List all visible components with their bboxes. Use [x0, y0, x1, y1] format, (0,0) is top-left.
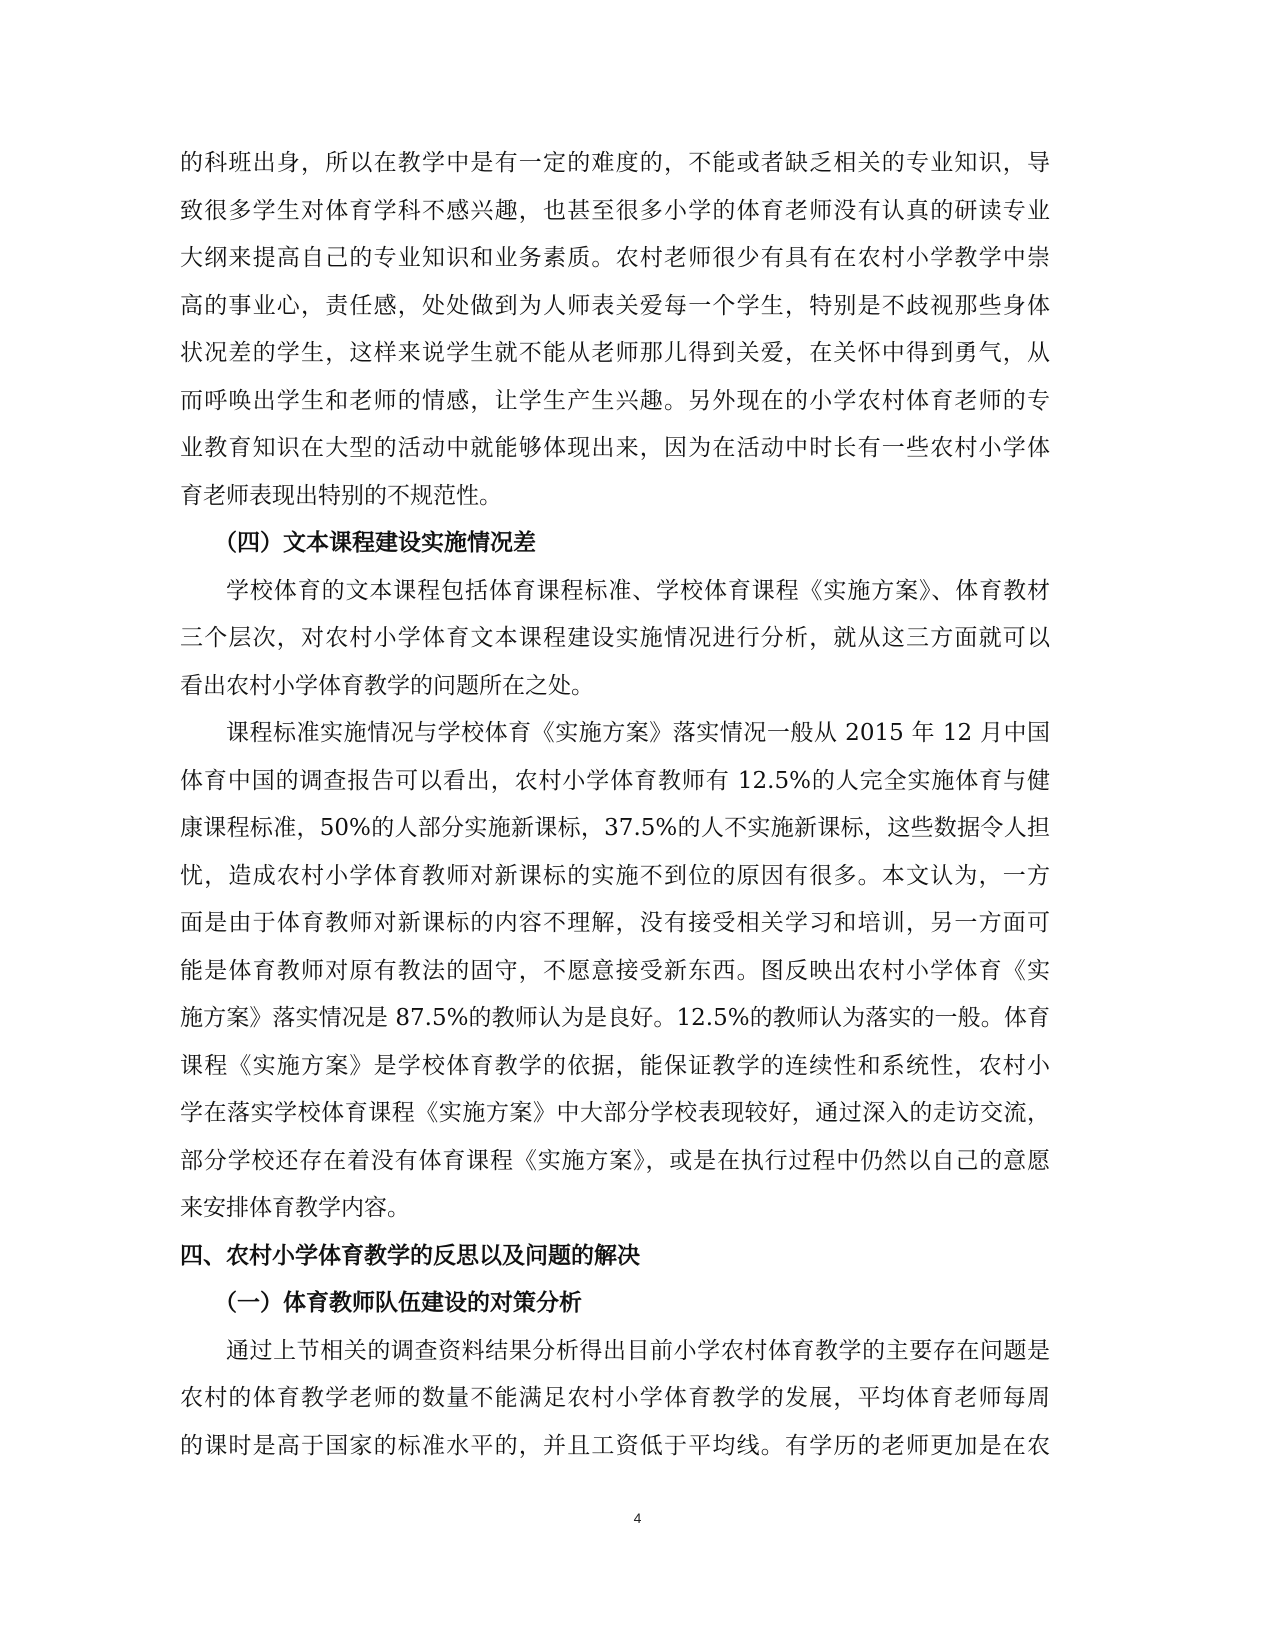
paragraph-line: 部分学校还存在着没有体育课程《实施方案》，或是在执行过程中仍然以自己的意愿: [180, 1147, 1050, 1174]
paragraph-line: 三个层次，对农村小学体育文本课程建设实施情况进行分析，就从这三方面就可以: [180, 625, 1050, 651]
paragraph-line: 面是由于体育教师对新课标的内容不理解，没有接受相关学习和培训，另一方面可: [180, 910, 1050, 936]
paragraph-line: 致很多学生对体育学科不感兴趣，也甚至很多小学的体育老师没有认真的研读专业: [180, 197, 1050, 224]
paragraph-line: 康课程标准，50%的人部分实施新课标，37.5%的人不实施新课标，这些数据令人担: [180, 815, 1050, 841]
paragraph-line: 学在落实学校体育课程《实施方案》中大部分学校表现较好，通过深入的走访交流，: [180, 1100, 1050, 1126]
paragraph-line: 的课时是高于国家的标准水平的，并且工资低于平均线。有学历的老师更加是在农: [180, 1432, 1050, 1459]
paragraph-line: 通过上节相关的调查资料结果分析得出目前小学农村体育教学的主要存在问题是: [226, 1337, 1050, 1364]
paragraph-line: 施方案》落实情况是 87.5%的教师认为是良好。12.5%的教师认为落实的一般。体育: [180, 1005, 1050, 1031]
paragraph-line: 业教育知识在大型的活动中就能够体现出来，因为在活动中时长有一些农村小学体: [180, 435, 1050, 461]
section-heading: （一）体育教师队伍建设的对策分析: [214, 1290, 582, 1316]
paragraph-line: 看出农村小学体育教学的问题所在之处。: [180, 672, 594, 699]
paragraph-line: 学校体育的文本课程包括体育课程标准、学校体育课程《实施方案》、体育教材: [226, 577, 1050, 604]
paragraph-line: 的科班出身，所以在教学中是有一定的难度的，不能或者缺乏相关的专业知识，导: [180, 150, 1050, 176]
paragraph-line: 忧，造成农村小学体育教师对新课标的实施不到位的原因有很多。本文认为，一方: [180, 862, 1050, 889]
paragraph-line: 能是体育教师对原有教法的固守，不愿意接受新东西。图反映出农村小学体育《实: [180, 957, 1050, 984]
body-text: [180, 140, 1050, 1470]
paragraph-line: 来安排体育教学内容。: [180, 1195, 410, 1221]
paragraph-line: 而呼唤出学生和老师的情感，让学生产生兴趣。另外现在的小学农村体育老师的专: [180, 387, 1050, 414]
section-heading: （四）文本课程建设实施情况差: [214, 530, 536, 556]
paragraph-line: 课程标准实施情况与学校体育《实施方案》落实情况一般从 2015 年 12 月中国: [226, 720, 1050, 746]
paragraph-line: 农村的体育教学老师的数量不能满足农村小学体育教学的发展，平均体育老师每周: [180, 1385, 1050, 1411]
paragraph-line: 高的事业心，责任感，处处做到为人师表关爱每一个学生，特别是不歧视那些身体: [180, 292, 1050, 319]
paragraph-line: 体育中国的调查报告可以看出，农村小学体育教师有 12.5%的人完全实施体育与健: [180, 767, 1050, 794]
paragraph-line: 大纲来提高自己的专业知识和业务素质。农村老师很少有具有在农村小学教学中崇: [180, 245, 1050, 271]
page-number: 4: [633, 1510, 642, 1526]
paragraph-line: 状况差的学生，这样来说学生就不能从老师那儿得到关爱，在关怀中得到勇气，从: [180, 340, 1050, 366]
paragraph-line: 课程《实施方案》是学校体育教学的依据，能保证教学的连续性和系统性，农村小: [180, 1052, 1050, 1079]
chapter-heading: 四、农村小学体育教学的反思以及问题的解决: [180, 1242, 640, 1269]
paragraph-line: 育老师表现出特别的不规范性。: [180, 482, 502, 509]
